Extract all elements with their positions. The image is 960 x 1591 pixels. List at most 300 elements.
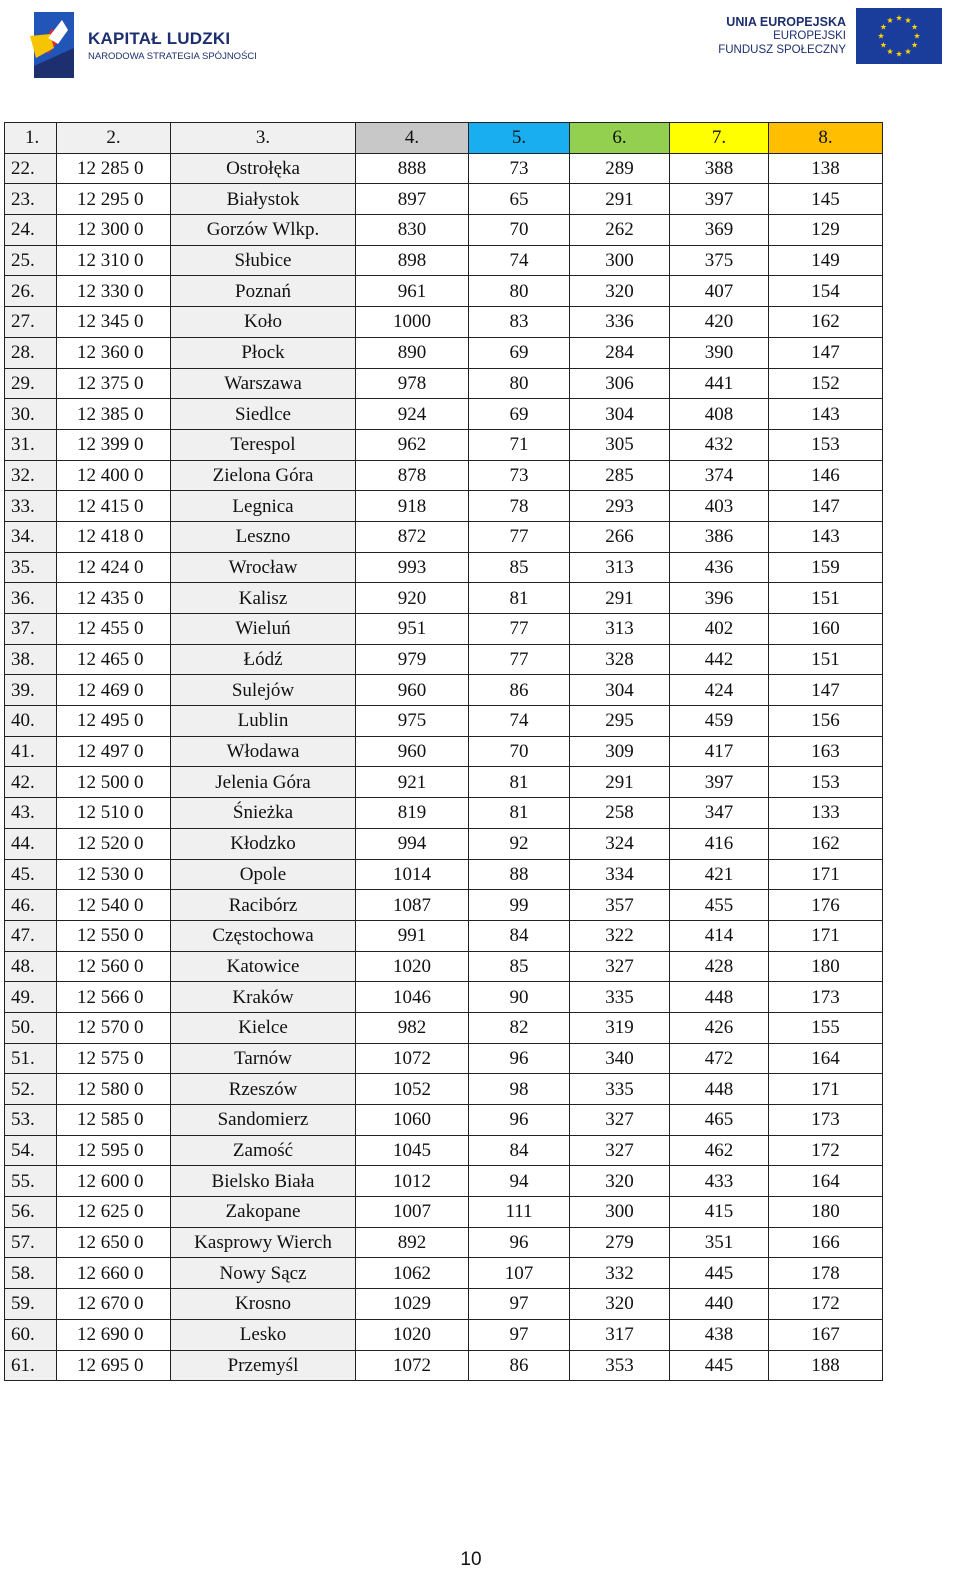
table-cell: 31.	[5, 429, 57, 460]
table-cell: 73	[469, 153, 570, 184]
table-cell: 55.	[5, 1166, 57, 1197]
table-cell: 12 415 0	[57, 491, 171, 522]
table-cell: Kielce	[171, 1012, 356, 1043]
table-cell: 162	[769, 828, 883, 859]
table-cell: 51.	[5, 1043, 57, 1074]
table-cell: Kasprowy Wierch	[171, 1227, 356, 1258]
page-header	[0, 0, 960, 100]
table-cell: 90	[469, 982, 570, 1013]
table-row	[5, 583, 883, 614]
table-cell: 164	[769, 1166, 883, 1197]
table-cell: 819	[356, 798, 469, 829]
table-cell: 459	[670, 706, 769, 737]
table-row	[5, 215, 883, 246]
eu-flag-icon	[856, 8, 942, 64]
table-cell: 159	[769, 552, 883, 583]
table-cell: 1046	[356, 982, 469, 1013]
table-cell: Słubice	[171, 245, 356, 276]
table-row	[5, 767, 883, 798]
table-cell: 369	[670, 215, 769, 246]
table-cell: 306	[570, 368, 670, 399]
table-cell: 151	[769, 644, 883, 675]
table-cell: 12 670 0	[57, 1289, 171, 1320]
table-row	[5, 1166, 883, 1197]
table-cell: Opole	[171, 859, 356, 890]
table-row	[5, 706, 883, 737]
table-cell: 462	[670, 1135, 769, 1166]
table-cell: 407	[670, 276, 769, 307]
table-cell: 12 375 0	[57, 368, 171, 399]
table-cell: 12 540 0	[57, 890, 171, 921]
table-cell: Płock	[171, 337, 356, 368]
table-cell: Włodawa	[171, 736, 356, 767]
table-cell: 12 465 0	[57, 644, 171, 675]
table-cell: 74	[469, 245, 570, 276]
table-cell: 291	[570, 184, 670, 215]
table-cell: 97	[469, 1289, 570, 1320]
table-cell: 152	[769, 368, 883, 399]
table-row	[5, 1135, 883, 1166]
table-cell: 1060	[356, 1105, 469, 1136]
table-cell: 77	[469, 614, 570, 645]
table-cell: 327	[570, 951, 670, 982]
table-cell: 336	[570, 307, 670, 338]
table-cell: 420	[670, 307, 769, 338]
table-cell: 27.	[5, 307, 57, 338]
column-header: 3.	[171, 123, 356, 154]
table-cell: 1045	[356, 1135, 469, 1166]
table-cell: 12 495 0	[57, 706, 171, 737]
table-cell: 69	[469, 337, 570, 368]
table-cell: 960	[356, 675, 469, 706]
table-cell: 48.	[5, 951, 57, 982]
table-cell: Leszno	[171, 521, 356, 552]
table-cell: Gorzów Wlkp.	[171, 215, 356, 246]
table-cell: 961	[356, 276, 469, 307]
table-cell: 155	[769, 1012, 883, 1043]
table-cell: 1000	[356, 307, 469, 338]
table-cell: 284	[570, 337, 670, 368]
table-cell: Wieluń	[171, 614, 356, 645]
table-cell: Wrocław	[171, 552, 356, 583]
table-cell: 438	[670, 1319, 769, 1350]
table-row	[5, 614, 883, 645]
table-cell: 327	[570, 1105, 670, 1136]
table-cell: 147	[769, 337, 883, 368]
table-cell: 86	[469, 1350, 570, 1381]
table-cell: 285	[570, 460, 670, 491]
table-row	[5, 460, 883, 491]
table-cell: 445	[670, 1258, 769, 1289]
eu-logo-line3: FUNDUSZ SPOŁECZNY	[718, 44, 846, 56]
table-cell: 396	[670, 583, 769, 614]
table-cell: 324	[570, 828, 670, 859]
table-cell: 455	[670, 890, 769, 921]
kapital-ludzki-subtitle: NARODOWA STRATEGIA SPÓJNOŚCI	[88, 50, 257, 62]
table-row	[5, 1289, 883, 1320]
table-cell: 436	[670, 552, 769, 583]
table-cell: 390	[670, 337, 769, 368]
table-cell: 84	[469, 920, 570, 951]
table-cell: 421	[670, 859, 769, 890]
table-cell: 12 580 0	[57, 1074, 171, 1105]
table-cell: Koło	[171, 307, 356, 338]
table-cell: 12 300 0	[57, 215, 171, 246]
table-cell: 402	[670, 614, 769, 645]
table-cell: 82	[469, 1012, 570, 1043]
table-cell: 147	[769, 491, 883, 522]
eu-logo-line2: EUROPEJSKI	[773, 30, 846, 42]
table-cell: 918	[356, 491, 469, 522]
table-cell: 96	[469, 1043, 570, 1074]
table-row	[5, 736, 883, 767]
table-cell: 1087	[356, 890, 469, 921]
table-cell: 60.	[5, 1319, 57, 1350]
table-cell: 1072	[356, 1350, 469, 1381]
table-row	[5, 491, 883, 522]
eu-logo	[718, 8, 942, 64]
table-cell: 448	[670, 1074, 769, 1105]
table-cell: Terespol	[171, 429, 356, 460]
table-cell: 878	[356, 460, 469, 491]
table-cell: 262	[570, 215, 670, 246]
table-cell: 73	[469, 460, 570, 491]
table-cell: 156	[769, 706, 883, 737]
table-cell: 54.	[5, 1135, 57, 1166]
table-cell: 279	[570, 1227, 670, 1258]
table-cell: 12 595 0	[57, 1135, 171, 1166]
table-cell: 295	[570, 706, 670, 737]
table-cell: 151	[769, 583, 883, 614]
table-cell: 408	[670, 399, 769, 430]
table-cell: 1052	[356, 1074, 469, 1105]
table-cell: 890	[356, 337, 469, 368]
table-cell: 111	[469, 1197, 570, 1228]
table-cell: 25.	[5, 245, 57, 276]
table-cell: 26.	[5, 276, 57, 307]
table-cell: 397	[670, 767, 769, 798]
table-cell: 44.	[5, 828, 57, 859]
table-row	[5, 890, 883, 921]
table-cell: 12 400 0	[57, 460, 171, 491]
table-cell: 335	[570, 1074, 670, 1105]
table-cell: 898	[356, 245, 469, 276]
table-cell: 171	[769, 920, 883, 951]
table-row	[5, 429, 883, 460]
table-cell: 172	[769, 1135, 883, 1166]
table-cell: Śnieżka	[171, 798, 356, 829]
table-cell: 320	[570, 276, 670, 307]
table-cell: 433	[670, 1166, 769, 1197]
table-cell: 266	[570, 521, 670, 552]
table-cell: 32.	[5, 460, 57, 491]
table-cell: 171	[769, 1074, 883, 1105]
table-cell: Siedlce	[171, 399, 356, 430]
table-cell: 347	[670, 798, 769, 829]
table-cell: 830	[356, 215, 469, 246]
table-cell: 445	[670, 1350, 769, 1381]
table-cell: 147	[769, 675, 883, 706]
table-row	[5, 521, 883, 552]
table-cell: 143	[769, 521, 883, 552]
table-row	[5, 307, 883, 338]
table-cell: Nowy Sącz	[171, 1258, 356, 1289]
table-cell: 129	[769, 215, 883, 246]
table-cell: 29.	[5, 368, 57, 399]
table-cell: 924	[356, 399, 469, 430]
table-cell: 77	[469, 644, 570, 675]
table-cell: 12 385 0	[57, 399, 171, 430]
table-cell: 133	[769, 798, 883, 829]
table-cell: 1007	[356, 1197, 469, 1228]
table-cell: 897	[356, 184, 469, 215]
table-cell: 41.	[5, 736, 57, 767]
table-cell: Racibórz	[171, 890, 356, 921]
table-cell: 353	[570, 1350, 670, 1381]
table-cell: 96	[469, 1227, 570, 1258]
table-cell: 12 625 0	[57, 1197, 171, 1228]
table-cell: 81	[469, 798, 570, 829]
table-cell: 448	[670, 982, 769, 1013]
table-cell: 1029	[356, 1289, 469, 1320]
table-cell: 12 550 0	[57, 920, 171, 951]
table-cell: 94	[469, 1166, 570, 1197]
climate-data-table	[4, 122, 883, 1381]
table-cell: 305	[570, 429, 670, 460]
table-cell: 53.	[5, 1105, 57, 1136]
page-number: 10	[460, 1549, 482, 1570]
table-cell: 153	[769, 429, 883, 460]
table-row	[5, 399, 883, 430]
table-row	[5, 859, 883, 890]
table-cell: 149	[769, 245, 883, 276]
table-cell: 45.	[5, 859, 57, 890]
table-cell: 56.	[5, 1197, 57, 1228]
table-row	[5, 368, 883, 399]
table-cell: 173	[769, 982, 883, 1013]
table-cell: 12 360 0	[57, 337, 171, 368]
table-cell: 12 660 0	[57, 1258, 171, 1289]
table-cell: 172	[769, 1289, 883, 1320]
table-row	[5, 337, 883, 368]
table-cell: 171	[769, 859, 883, 890]
table-row	[5, 1105, 883, 1136]
table-cell: 71	[469, 429, 570, 460]
table-cell: 70	[469, 736, 570, 767]
table-row	[5, 1043, 883, 1074]
table-cell: 993	[356, 552, 469, 583]
table-cell: Częstochowa	[171, 920, 356, 951]
table-cell: 12 510 0	[57, 798, 171, 829]
table-cell: 386	[670, 521, 769, 552]
table-cell: 12 295 0	[57, 184, 171, 215]
table-cell: 320	[570, 1166, 670, 1197]
table-cell: 35.	[5, 552, 57, 583]
table-row	[5, 951, 883, 982]
table-cell: 304	[570, 399, 670, 430]
table-cell: 962	[356, 429, 469, 460]
table-cell: 317	[570, 1319, 670, 1350]
table-cell: 428	[670, 951, 769, 982]
table-cell: 33.	[5, 491, 57, 522]
table-cell: 12 585 0	[57, 1105, 171, 1136]
table-cell: 414	[670, 920, 769, 951]
table-cell: 12 650 0	[57, 1227, 171, 1258]
table-cell: 99	[469, 890, 570, 921]
table-cell: 85	[469, 552, 570, 583]
table-cell: Sandomierz	[171, 1105, 356, 1136]
table-cell: 42.	[5, 767, 57, 798]
table-cell: 975	[356, 706, 469, 737]
table-cell: 37.	[5, 614, 57, 645]
table-cell: Kalisz	[171, 583, 356, 614]
table-cell: Katowice	[171, 951, 356, 982]
table-cell: Warszawa	[171, 368, 356, 399]
table-cell: 319	[570, 1012, 670, 1043]
column-header: 7.	[670, 123, 769, 154]
table-cell: Ostrołęka	[171, 153, 356, 184]
table-cell: 313	[570, 552, 670, 583]
table-cell: 81	[469, 767, 570, 798]
table-cell: Zielona Góra	[171, 460, 356, 491]
table-cell: 12 575 0	[57, 1043, 171, 1074]
table-cell: 84	[469, 1135, 570, 1166]
table-cell: Jelenia Góra	[171, 767, 356, 798]
table-cell: 176	[769, 890, 883, 921]
table-cell: 43.	[5, 798, 57, 829]
table-cell: 30.	[5, 399, 57, 430]
table-cell: 74	[469, 706, 570, 737]
table-cell: Tarnów	[171, 1043, 356, 1074]
table-cell: 12 469 0	[57, 675, 171, 706]
table-cell: 107	[469, 1258, 570, 1289]
table-cell: 12 570 0	[57, 1012, 171, 1043]
table-cell: 12 560 0	[57, 951, 171, 982]
table-cell: 188	[769, 1350, 883, 1381]
table-cell: 982	[356, 1012, 469, 1043]
table-cell: 309	[570, 736, 670, 767]
table-cell: 12 399 0	[57, 429, 171, 460]
table-cell: 81	[469, 583, 570, 614]
table-cell: 180	[769, 1197, 883, 1228]
table-cell: 357	[570, 890, 670, 921]
table-cell: 12 500 0	[57, 767, 171, 798]
table-cell: Krosno	[171, 1289, 356, 1320]
table-cell: 320	[570, 1289, 670, 1320]
table-cell: 98	[469, 1074, 570, 1105]
table-cell: 80	[469, 276, 570, 307]
table-row	[5, 245, 883, 276]
table-cell: Rzeszów	[171, 1074, 356, 1105]
table-cell: 38.	[5, 644, 57, 675]
table-cell: 12 418 0	[57, 521, 171, 552]
table-cell: 1020	[356, 951, 469, 982]
table-cell: 22.	[5, 153, 57, 184]
table-cell: 77	[469, 521, 570, 552]
table-cell: 12 310 0	[57, 245, 171, 276]
table-row	[5, 1258, 883, 1289]
table-cell: 258	[570, 798, 670, 829]
table-cell: Sulejów	[171, 675, 356, 706]
table-cell: 92	[469, 828, 570, 859]
table-cell: 432	[670, 429, 769, 460]
table-cell: 85	[469, 951, 570, 982]
table-cell: 415	[670, 1197, 769, 1228]
table-cell: 138	[769, 153, 883, 184]
table-row	[5, 982, 883, 1013]
table-cell: 12 600 0	[57, 1166, 171, 1197]
table-cell: 46.	[5, 890, 57, 921]
table-cell: 47.	[5, 920, 57, 951]
table-cell: 97	[469, 1319, 570, 1350]
table-cell: 313	[570, 614, 670, 645]
table-cell: 24.	[5, 215, 57, 246]
table-row	[5, 1319, 883, 1350]
table-cell: 154	[769, 276, 883, 307]
table-cell: 991	[356, 920, 469, 951]
table-cell: 424	[670, 675, 769, 706]
table-cell: 52.	[5, 1074, 57, 1105]
table-cell: Kraków	[171, 982, 356, 1013]
table-cell: 1062	[356, 1258, 469, 1289]
table-row	[5, 1074, 883, 1105]
table-cell: 951	[356, 614, 469, 645]
table-cell: 83	[469, 307, 570, 338]
eu-logo-line1: UNIA EUROPEJSKA	[726, 15, 846, 29]
table-cell: 994	[356, 828, 469, 859]
table-cell: 65	[469, 184, 570, 215]
table-cell: 472	[670, 1043, 769, 1074]
table-row	[5, 675, 883, 706]
table-cell: 388	[670, 153, 769, 184]
table-cell: 374	[670, 460, 769, 491]
table-cell: 12 345 0	[57, 307, 171, 338]
table-cell: 1014	[356, 859, 469, 890]
kapital-ludzki-emblem-icon	[28, 8, 78, 82]
table-cell: Kłodzko	[171, 828, 356, 859]
table-cell: 12 497 0	[57, 736, 171, 767]
table-cell: 888	[356, 153, 469, 184]
table-row	[5, 828, 883, 859]
table-cell: Białystok	[171, 184, 356, 215]
table-cell: 322	[570, 920, 670, 951]
table-cell: 173	[769, 1105, 883, 1136]
column-header: 2.	[57, 123, 171, 154]
table-row	[5, 276, 883, 307]
table-cell: 12 520 0	[57, 828, 171, 859]
table-cell: 979	[356, 644, 469, 675]
table-row	[5, 1012, 883, 1043]
table-cell: 36.	[5, 583, 57, 614]
table-cell: 86	[469, 675, 570, 706]
table-row	[5, 552, 883, 583]
table-cell: 417	[670, 736, 769, 767]
table-cell: 416	[670, 828, 769, 859]
table-cell: 978	[356, 368, 469, 399]
table-cell: 78	[469, 491, 570, 522]
table-cell: 80	[469, 368, 570, 399]
kapital-ludzki-logo	[28, 8, 257, 82]
table-row	[5, 1197, 883, 1228]
table-cell: Poznań	[171, 276, 356, 307]
table-cell: 441	[670, 368, 769, 399]
table-row	[5, 1350, 883, 1381]
table-cell: 153	[769, 767, 883, 798]
table-cell: 34.	[5, 521, 57, 552]
table-cell: 289	[570, 153, 670, 184]
table-cell: Bielsko Biała	[171, 1166, 356, 1197]
table-cell: 334	[570, 859, 670, 890]
